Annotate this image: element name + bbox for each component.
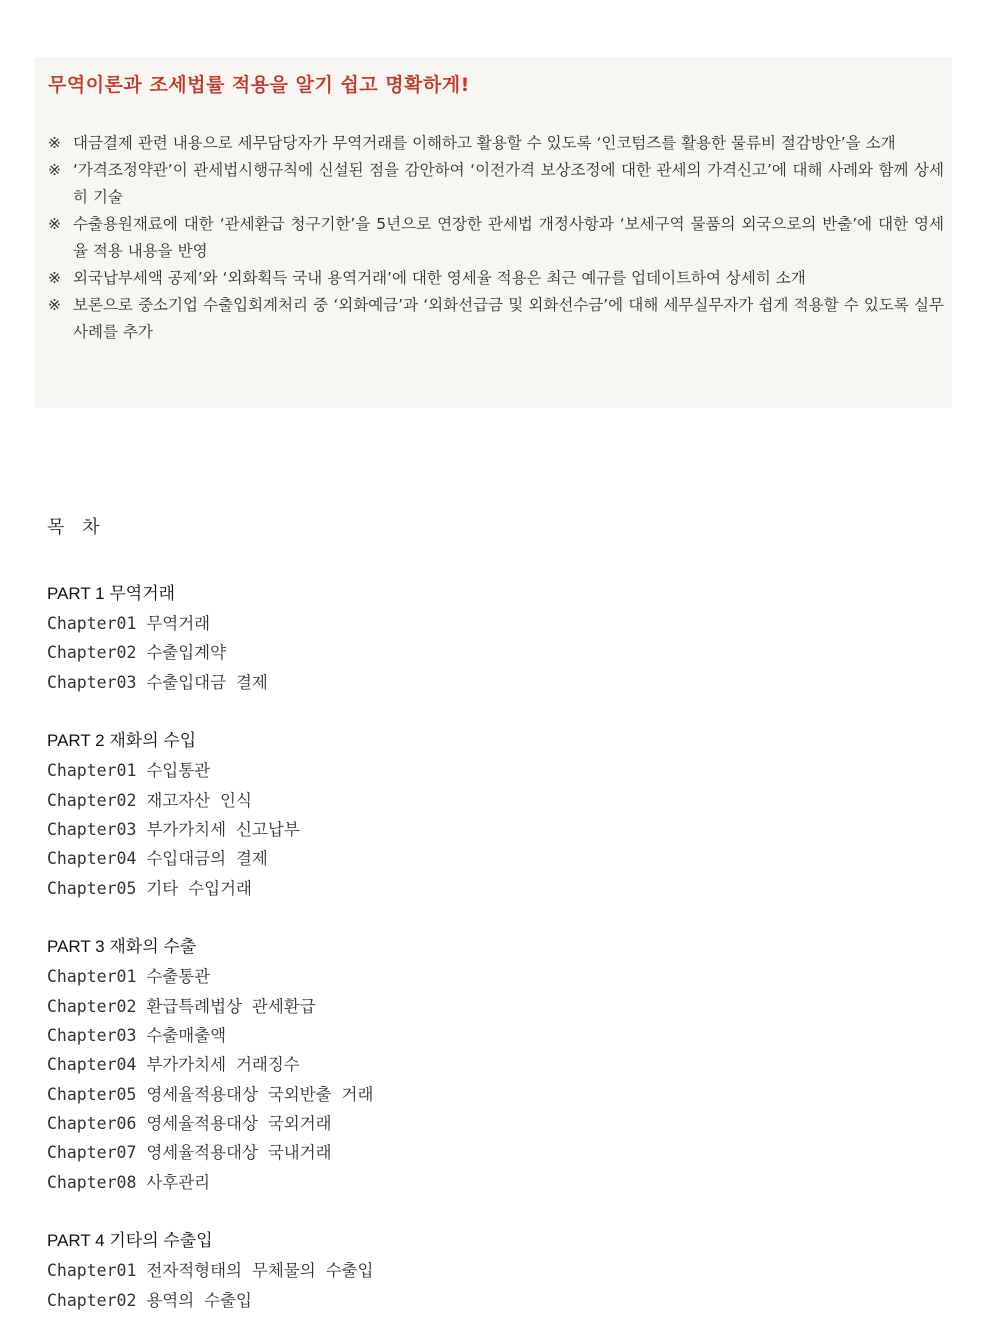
- feature-notes: [48, 130, 944, 346]
- chapter-item: Chapter02 용역의 수출입: [47, 1290, 252, 1310]
- note-item: [48, 130, 944, 157]
- part-section: [47, 726, 847, 903]
- note-text: ‘가격조정약관’이 관세법시행규칙에 신설된 점을 감안하여 ‘이전가격 보상조정에 대한 관세의 가격신고’에 대해 사례와 함께 상세히 기술: [73, 161, 944, 206]
- part-title: PART 2 재화의 수입: [47, 731, 197, 751]
- note-item: [48, 265, 944, 292]
- chapter-item: Chapter01 수출통관: [47, 967, 211, 987]
- chapter-item: Chapter02 수출입계약: [47, 643, 227, 663]
- part-title: PART 4 기타의 수출입: [47, 1231, 213, 1251]
- note-mark: ※: [48, 215, 61, 233]
- chapter-item: Chapter01 전자적형태의 무체물의 수출입: [47, 1261, 374, 1281]
- part-title: PART 1 무역거래: [47, 584, 176, 603]
- chapter-item: Chapter02 환급특례법상 관세환급: [47, 996, 316, 1016]
- note-item: [48, 211, 944, 265]
- chapter-item: Chapter05 기타 수입거래: [47, 878, 252, 898]
- chapter-item: Chapter02 재고자산 인식: [47, 790, 252, 810]
- chapter-item: Chapter01 수입통관: [47, 761, 211, 781]
- note-mark: ※: [48, 161, 61, 179]
- note-text: 보론으로 중소기업 수출입회계처리 중 ‘외화예금’과 ‘외화선급금 및 외화선수금’에 대해 세무실무자가 쉽게 적용할 수 있도록 실무사례를 추가: [73, 296, 944, 341]
- chapter-item: Chapter03 수출매출액: [47, 1025, 227, 1045]
- chapter-item: Chapter07 영세율적용대상 국내거래: [47, 1143, 332, 1163]
- part-title: PART 3 재화의 수출: [47, 937, 197, 957]
- chapter-item: Chapter04 부가가치세 거래징수: [47, 1055, 300, 1075]
- note-item: [48, 157, 944, 211]
- part-section: [47, 579, 847, 697]
- headline: 무역이론과 조세법률 적용을 알기 쉽고 명확하게!: [48, 74, 470, 96]
- part-section: [47, 1226, 847, 1315]
- chapter-item: Chapter06 영세율적용대상 국외거래: [47, 1114, 332, 1134]
- table-of-contents: [47, 513, 847, 1344]
- note-item: [48, 292, 944, 346]
- note-mark: ※: [48, 296, 61, 314]
- note-mark: ※: [48, 134, 61, 152]
- part-section: [47, 932, 847, 1197]
- chapter-item: Chapter05 영세율적용대상 국외반출 거래: [47, 1084, 374, 1104]
- chapter-item: Chapter04 수입대금의 결제: [47, 849, 268, 869]
- note-text: 수출용원재료에 대한 ‘관세환급 청구기한’을 5년으로 연장한 관세법 개정사항과 ‘보세구역 물품의 외국으로의 반출’에 대한 영세율 적용 내용을 반영: [73, 215, 944, 260]
- chapter-item: Chapter08 사후관리: [47, 1172, 211, 1192]
- toc-title: 목 차: [47, 517, 106, 538]
- chapter-item: Chapter03 부가가치세 신고납부: [47, 819, 300, 839]
- note-mark: ※: [48, 269, 61, 287]
- note-text: 외국납부세액 공제’와 ‘외화획득 국내 용역거래’에 대한 영세율 적용은 최근 예규를 업데이트하여 상세히 소개: [73, 269, 806, 287]
- note-text: 대금결제 관련 내용으로 세무담당자가 무역거래를 이해하고 활용할 수 있도록 ‘인코텀즈를 활용한 물류비 절감방안’을 소개: [73, 134, 896, 152]
- chapter-item: Chapter01 무역거래: [47, 614, 211, 633]
- chapter-item: Chapter03 수출입대금 결제: [47, 672, 268, 692]
